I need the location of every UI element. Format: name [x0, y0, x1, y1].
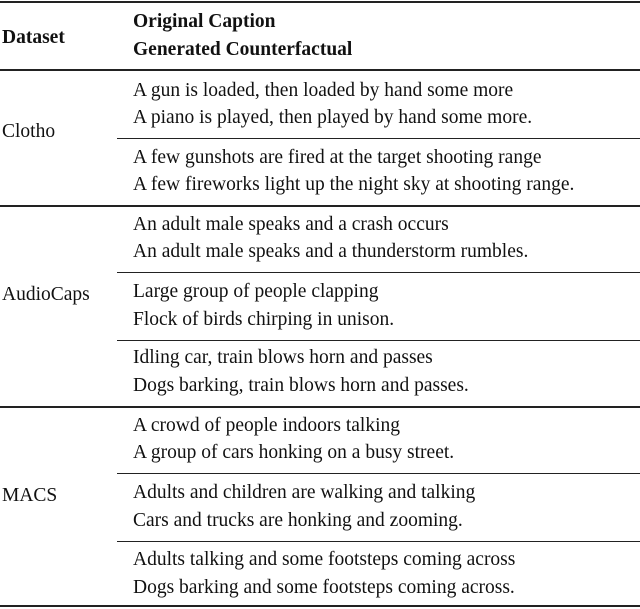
generated-caption: An adult male speaks and a thunderstorm rumbles.: [133, 241, 529, 262]
original-caption: Idling car, train blows horn and passes: [133, 347, 433, 368]
table-bottom-rule: [0, 605, 640, 607]
header-dataset: Dataset: [2, 27, 65, 48]
row-rule: [117, 473, 640, 474]
dataset-label-clotho: Clotho: [2, 121, 56, 142]
header-rule: [0, 69, 640, 71]
original-caption: Large group of people clapping: [133, 281, 379, 302]
generated-caption: A few fireworks light up the night sky at shooting range.: [133, 174, 575, 195]
original-caption: A few gunshots are fired at the target shooting range: [133, 147, 542, 168]
original-caption: Adults talking and some footsteps coming across: [133, 549, 516, 570]
dataset-label-macs: MACS: [2, 485, 58, 506]
header-generated-counterfactual: Generated Counterfactual: [133, 39, 353, 60]
original-caption: Adults and children are walking and talking: [133, 482, 476, 503]
generated-caption: A group of cars honking on a busy street.: [133, 442, 455, 463]
generated-caption: Flock of birds chirping in unison.: [133, 309, 395, 330]
table-top-rule: [0, 1, 640, 3]
group-rule: [0, 406, 640, 408]
header-original-caption: Original Caption: [133, 11, 276, 32]
row-rule: [117, 541, 640, 542]
row-rule: [117, 138, 640, 139]
original-caption: An adult male speaks and a crash occurs: [133, 214, 449, 235]
original-caption: A gun is loaded, then loaded by hand some more: [133, 80, 514, 101]
row-rule: [117, 340, 640, 341]
generated-caption: Dogs barking and some footsteps coming across.: [133, 577, 515, 598]
generated-caption: A piano is played, then played by hand some more.: [133, 107, 533, 128]
row-rule: [117, 272, 640, 273]
group-rule: [0, 205, 640, 207]
generated-caption: Cars and trucks are honking and zooming.: [133, 510, 463, 531]
dataset-label-audiocaps: AudioCaps: [2, 284, 90, 305]
original-caption: A crowd of people indoors talking: [133, 415, 400, 436]
generated-caption: Dogs barking, train blows horn and passes.: [133, 375, 469, 396]
